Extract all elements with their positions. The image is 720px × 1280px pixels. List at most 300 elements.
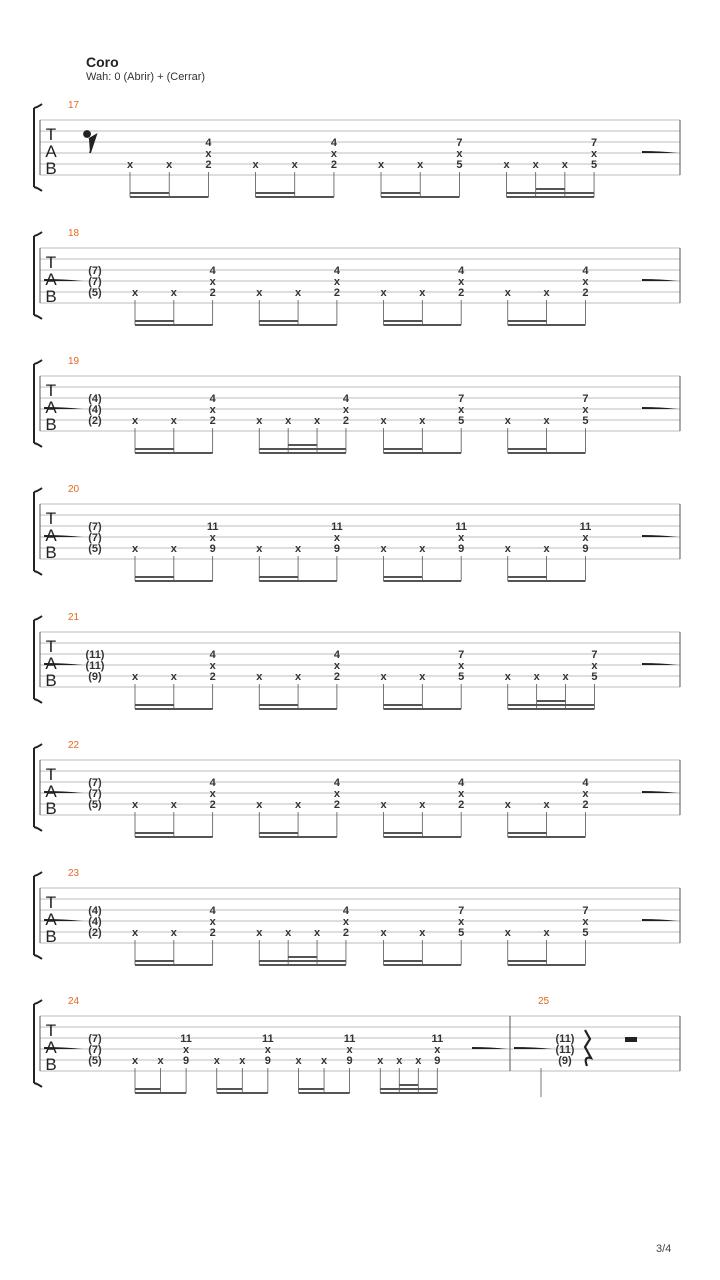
tied-note: (5) [88,799,102,811]
tab-clef-t: T [45,509,57,528]
beat [380,777,465,837]
dead-note: x [504,415,511,427]
dead-note: x [582,916,589,928]
fret-number: 4 [209,777,216,789]
fret-number: 4 [333,777,340,789]
dead-note: x [504,927,511,939]
dead-note: x [209,660,216,672]
system-brace [34,104,42,108]
beat [295,1033,355,1093]
dead-note: x [504,799,511,811]
dead-note: x [333,788,340,800]
dead-note: x [264,1044,271,1056]
system-brace [34,360,42,364]
tab-clef-b: B [45,543,57,562]
dead-note: x [419,799,426,811]
dead-note: x [239,1055,246,1067]
beat [378,137,463,197]
dead-note: x [131,1055,139,1067]
fret-number: 9 [434,1055,441,1067]
tie-curve [642,535,678,537]
system-brace [34,744,42,748]
fret-number: 5 [590,159,598,171]
fret-number: 2 [333,287,340,299]
dead-note: x [380,287,387,299]
measure-18 [44,228,678,325]
tab-clef-t: T [45,253,57,272]
dead-note: x [209,916,216,928]
tab-system [34,228,680,325]
fret-number: 9 [333,543,340,555]
dead-note: x [380,415,387,427]
tab-system [34,484,680,581]
tie-curve [44,1047,83,1049]
fret-number: 11 [262,1033,274,1045]
tied-note: (5) [88,287,102,299]
dead-note: x [380,671,387,683]
tied-note: (9) [88,671,102,683]
dead-note: x [166,159,173,171]
dead-note: x [582,276,589,288]
measure-number: 21 [68,612,80,623]
dead-note: x [333,276,340,288]
tied-note: (11) [555,1044,575,1056]
dead-note: x [295,543,302,555]
fret-number: 9 [264,1055,271,1067]
dead-note: x [256,415,263,427]
tied-note: (4) [88,905,102,917]
tied-note: (11) [555,1033,575,1045]
dead-note: x [342,916,349,928]
dead-note: x [295,1055,302,1067]
quarter-rest [585,1030,591,1066]
system-brace [34,616,42,620]
tied-note: (4) [88,393,102,405]
system-brace [34,872,42,876]
fret-number: 4 [458,777,465,789]
beat [256,521,343,581]
fret-number: 11 [431,1033,444,1045]
beat [132,393,217,453]
fret-number: 2 [582,287,589,299]
beat [256,777,341,837]
fret-number: 2 [209,927,216,939]
dead-note: x [419,415,426,427]
beat [214,1033,274,1093]
beat [256,649,341,709]
dead-note: x [543,927,550,939]
fret-number: 7 [582,393,589,405]
dead-note: x [377,159,385,171]
fret-number: 4 [582,265,589,277]
beat [505,521,592,581]
tied-note: (4) [88,404,102,416]
tab-clef-b: B [45,927,57,946]
measure-17 [68,100,678,197]
fret-number: 2 [330,159,337,171]
measure-number: 25 [538,996,550,1007]
fret-number: 9 [209,543,216,555]
measure-24 [44,996,508,1093]
system-brace [34,1000,42,1004]
dead-note: x [313,927,321,939]
dead-note: x [183,1044,190,1056]
system-brace [34,827,42,831]
beat [132,521,219,581]
measure-19 [44,356,678,453]
tied-note: (7) [88,265,102,277]
fret-number: 9 [458,543,465,555]
fret-number: 4 [209,905,216,917]
fret-number: 4 [458,265,465,277]
system-brace [34,232,42,236]
fret-number: 2 [209,415,216,427]
system-brace [34,315,42,319]
dead-note: x [380,927,387,939]
beat [256,265,341,325]
measure-number: 17 [68,100,80,111]
fret-number: 11 [331,521,343,533]
dead-note: x [256,671,263,683]
fret-number: 5 [458,927,465,939]
tied-note: (5) [88,543,102,555]
tied-note: (4) [88,916,102,928]
fret-number: 2 [342,415,349,427]
tie-curve [44,407,83,409]
dead-note: x [295,671,302,683]
tied-note: (7) [88,521,102,533]
dead-note: x [456,148,463,160]
system-brace [34,571,42,575]
dead-note: x [285,415,292,427]
fret-number: 2 [209,671,216,683]
tab-clef-b: B [45,671,57,690]
tie-curve [642,151,678,153]
beat [505,905,590,965]
dead-note: x [458,916,465,928]
dead-note: x [458,276,465,288]
fret-number: 11 [579,521,592,533]
tab-system [34,868,680,965]
beat [132,649,217,709]
fret-number: 7 [590,137,598,149]
measure-22 [44,740,678,837]
dead-note: x [504,543,511,555]
dead-note: x [170,415,177,427]
dead-note: x [543,415,550,427]
dead-note: x [415,1055,422,1067]
tied-note: (5) [88,1055,102,1067]
dead-note: x [458,404,465,416]
tab-system [34,612,680,709]
fret-number: 5 [591,671,598,683]
beat [505,393,590,453]
beat [505,649,599,709]
system-brace [34,488,42,492]
dead-note: x [561,159,568,171]
dead-note: x [533,671,540,683]
dead-note: x [419,287,426,299]
beat [256,393,350,453]
dead-note: x [209,404,216,416]
measure-number: 18 [68,228,80,239]
tied-note: (7) [88,532,102,544]
tab-clef-a: A [45,142,57,161]
fret-number: 7 [591,649,598,661]
fret-number: 11 [455,521,467,533]
fret-number: 4 [342,905,349,917]
fret-number: 2 [458,799,465,811]
dead-note: x [291,159,298,171]
fret-number: 2 [205,159,212,171]
tie-curve [472,1047,508,1049]
fret-number: 4 [330,137,337,149]
beat [252,137,337,197]
tab-clef-b: B [45,159,57,178]
dead-note: x [157,1055,164,1067]
system-brace [34,1083,42,1087]
tab-system [34,740,680,837]
tied-note: (7) [88,788,102,800]
fret-number: 9 [183,1055,190,1067]
dead-note: x [209,276,216,288]
beat [503,137,598,197]
dead-note: x [377,1055,384,1067]
tied-note: (7) [88,777,102,789]
dead-note: x [131,671,139,683]
fret-number: 5 [582,927,589,939]
dead-note: x [170,671,177,683]
wah-instruction: Wah: 0 (Abrir) + (Cerrar) [86,71,206,83]
fret-number: 7 [582,905,589,917]
dead-note: x [333,660,340,672]
system-brace [34,187,42,191]
dead-note: x [213,1055,220,1067]
dead-note: x [434,1044,441,1056]
dead-note: x [131,415,139,427]
tab-system [34,996,680,1097]
tie-curve [44,663,83,665]
dead-note: x [591,660,598,672]
beat [505,777,590,837]
tie-curve [44,279,83,281]
fret-number: 4 [209,649,216,661]
dead-note: x [131,543,139,555]
tab-clef-b: B [45,415,57,434]
fret-number: 2 [333,799,340,811]
measure-number: 19 [68,356,80,367]
tab-clef-t: T [45,125,57,144]
beat [505,265,590,325]
dead-note: x [504,671,511,683]
tie-curve [642,407,678,409]
dead-note: x [205,148,212,160]
dead-note: x [419,671,426,683]
fret-number: 5 [582,415,589,427]
fret-number: 11 [180,1033,192,1045]
fret-number: 2 [582,799,589,811]
tie-curve [642,919,678,921]
fret-number: 5 [456,159,463,171]
fret-number: 5 [458,415,465,427]
beat [132,265,217,325]
dead-note: x [170,799,177,811]
fret-number: 4 [209,393,216,405]
tab-clef-t: T [45,381,57,400]
dead-note: x [256,799,263,811]
fret-number: 4 [205,137,212,149]
dead-note: x [170,927,177,939]
dead-note: x [590,148,598,160]
fret-number: 7 [458,649,465,661]
tie-curve [44,791,83,793]
beat [132,1033,192,1093]
dead-note: x [582,788,589,800]
fret-number: 2 [209,287,216,299]
dead-note: x [295,799,302,811]
fret-number: 4 [582,777,589,789]
dead-note: x [209,532,216,544]
dead-note: x [419,543,426,555]
dead-note: x [562,671,569,683]
tied-note: (11) [85,660,105,672]
dead-note: x [458,532,465,544]
fret-number: 2 [209,799,216,811]
dead-note: x [131,287,139,299]
tied-note: (9) [558,1055,572,1067]
dead-note: x [458,660,465,672]
fret-number: 9 [582,543,589,555]
tied-note: (7) [88,276,102,288]
measure-number: 20 [68,484,80,495]
dead-note: x [131,799,139,811]
fret-number: 4 [333,649,340,661]
fret-number: 4 [342,393,349,405]
dead-note: x [342,404,349,416]
dead-note: x [380,799,387,811]
dead-note: x [380,543,387,555]
dead-note: x [543,287,550,299]
fret-number: 5 [458,671,465,683]
fret-number: 2 [458,287,465,299]
section-title: Coro [86,54,119,70]
tie-curve [44,919,83,921]
dead-note: x [126,159,134,171]
tab-clef-b: B [45,287,57,306]
fret-number: 7 [458,905,465,917]
beat [380,905,465,965]
system-brace [34,955,42,959]
dead-note: x [504,287,511,299]
measure-23 [44,868,678,965]
measure-number: 23 [68,868,80,879]
tie-curve [44,535,83,537]
dead-note: x [320,1055,328,1067]
tie-curve [642,663,678,665]
beat [132,777,217,837]
dead-note: x [346,1044,353,1056]
dead-note: x [458,788,465,800]
dead-note: x [131,927,139,939]
tie-curve [514,1047,553,1049]
beat [380,649,465,709]
system-brace [34,443,42,447]
tab-clef-b: B [45,799,57,818]
system-brace [34,699,42,703]
dead-note: x [582,532,589,544]
dead-note: x [330,148,337,160]
tab-system [34,356,680,453]
dead-note: x [256,287,263,299]
half-rest [625,1037,637,1042]
dead-note: x [582,404,589,416]
fret-number: 7 [458,393,465,405]
measure-20 [44,484,678,581]
measure-21 [44,612,678,709]
tab-clef-t: T [45,1021,57,1040]
measure-number: 24 [68,996,80,1007]
fret-number: 11 [206,521,219,533]
fret-number: 2 [333,671,340,683]
tied-note: (7) [88,1044,102,1056]
beat [127,137,212,197]
tab-clef-t: T [45,893,57,912]
dead-note: x [170,287,177,299]
dead-note: x [532,159,539,171]
tab-system [34,100,680,197]
beat [380,521,467,581]
tie-curve [642,791,678,793]
tied-note: (11) [85,649,105,661]
dead-note: x [170,543,177,555]
tied-note: (2) [88,927,102,939]
fret-number: 9 [346,1055,353,1067]
beat [377,1033,443,1093]
beat [380,265,465,325]
dead-note: x [256,927,263,939]
beat [132,905,217,965]
dead-note: x [396,1055,403,1067]
dead-note: x [295,287,302,299]
dead-note: x [503,159,510,171]
tied-note: (7) [88,1033,102,1045]
dead-note: x [256,543,263,555]
tie-curve [642,279,678,281]
page-number: 3/4 [656,1243,672,1255]
dead-note: x [285,927,292,939]
dead-note: x [419,927,426,939]
fret-number: 4 [333,265,340,277]
dead-note: x [313,415,321,427]
beat [380,393,465,453]
tab-clef-t: T [45,637,57,656]
dead-note: x [252,159,259,171]
tab-clef-t: T [45,765,57,784]
dead-note: x [417,159,424,171]
tab-clef-b: B [45,1055,57,1074]
dead-note: x [333,532,340,544]
dead-note: x [543,799,550,811]
dead-note: x [543,543,550,555]
fret-number: 4 [209,265,216,277]
measure-number: 22 [68,740,80,751]
tied-note: (2) [88,415,102,427]
fret-number: 7 [456,137,463,149]
beat [256,905,350,965]
fret-number: 2 [342,927,349,939]
dead-note: x [209,788,216,800]
fret-number: 11 [343,1033,356,1045]
